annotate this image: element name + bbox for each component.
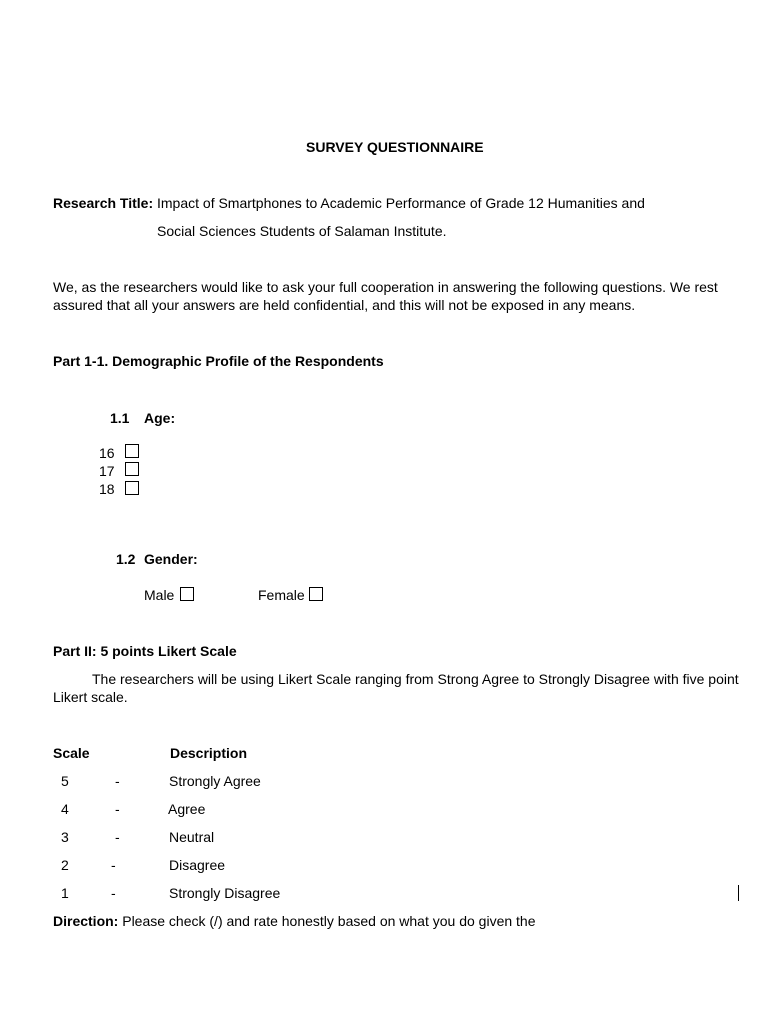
scale-description: Strongly Agree	[169, 773, 261, 789]
scale-dash: -	[115, 829, 120, 845]
scale-dash: -	[115, 773, 120, 789]
age-checkbox-18[interactable]	[125, 481, 139, 495]
research-title-line-2: Social Sciences Students of Salaman Institute.	[157, 223, 447, 239]
part2-paragraph: The researchers will be using Likert Scale ranging from Strong Agree to Strongly Disagree with five point Likert scale.	[53, 671, 739, 705]
scale-dash: -	[111, 857, 116, 873]
scale-description: Strongly Disagree	[169, 885, 281, 901]
gender-option-label-male: Male	[144, 587, 175, 603]
gender-option-label-female: Female	[258, 587, 305, 603]
scale-value: 5	[61, 773, 69, 789]
research-title-line-1: Impact of Smartphones to Academic Performance of Grade 12 Humanities and	[157, 195, 645, 211]
research-title-label: Research Title:	[53, 195, 154, 211]
age-option-label-16: 16	[99, 445, 115, 461]
part2-heading: Part II: 5 points Likert Scale	[53, 643, 237, 659]
scale-dash: -	[111, 885, 116, 901]
age-question-label: Age:	[144, 410, 176, 426]
direction-label: Direction:	[53, 913, 119, 929]
scale-value: 3	[61, 829, 69, 845]
part1-heading: Part 1-1. Demographic Profile of the Respondents	[53, 353, 384, 369]
direction-line	[53, 912, 536, 930]
scale-description: Disagree	[169, 857, 226, 873]
age-checkbox-16[interactable]	[125, 444, 139, 458]
scale-value: 2	[61, 857, 69, 873]
gender-question-label: Gender:	[144, 551, 198, 567]
text-cursor	[738, 885, 739, 901]
page-title: SURVEY QUESTIONNAIRE	[306, 139, 484, 155]
scale-description: Agree	[168, 801, 206, 817]
scale-value: 1	[61, 885, 69, 901]
scale-dash: -	[115, 801, 120, 817]
age-option-label-18: 18	[99, 481, 115, 497]
scale-column-header: Scale	[53, 745, 90, 761]
direction-text: Please check (/) and rate honestly based on what you do given the	[122, 913, 536, 929]
scale-description: Neutral	[169, 829, 215, 845]
age-option-label-17: 17	[99, 463, 115, 479]
gender-checkbox-male[interactable]	[180, 587, 194, 601]
age-question-number: 1.1	[110, 410, 130, 426]
description-column-header: Description	[170, 745, 248, 761]
intro-paragraph: We, as the researchers would like to ask your full cooperation in answering the following questions. We rest assured that all your answers are held confidential, and this will not be exposed in any means.	[53, 279, 718, 313]
gender-question-number: 1.2	[116, 551, 136, 567]
scale-value: 4	[61, 801, 69, 817]
gender-checkbox-female[interactable]	[309, 587, 323, 601]
age-checkbox-17[interactable]	[125, 462, 139, 476]
